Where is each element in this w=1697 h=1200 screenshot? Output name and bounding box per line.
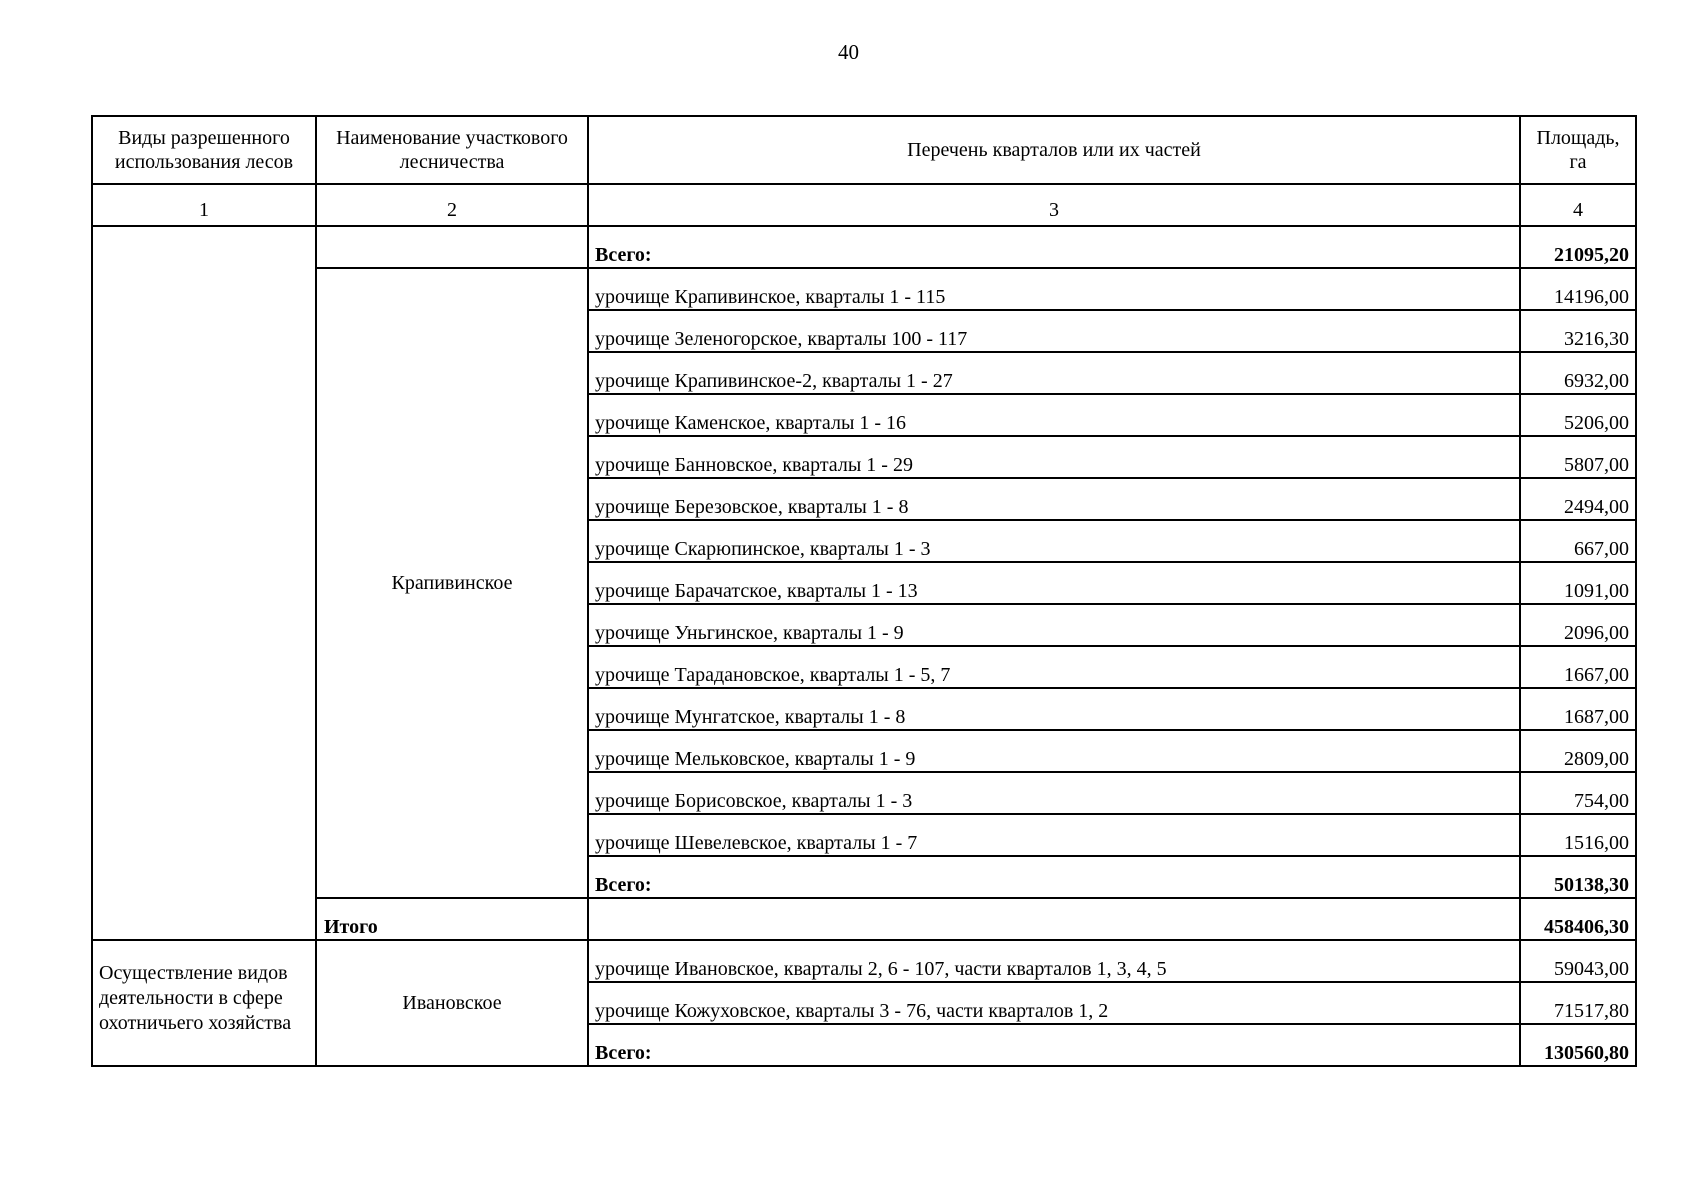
column-number: 1 [92,184,316,226]
column-number: 4 [1520,184,1636,226]
table-row [92,940,1636,982]
quarter-area: 1667,00 [1520,646,1636,688]
quarter-location: урочище Мельковское, кварталы 1 - 9 [588,730,1520,772]
table-row [92,226,1636,268]
quarter-area: 2809,00 [1520,730,1636,772]
total-area: 50138,30 [1520,856,1636,898]
header-use-type: Виды разрешенного использования лесов [92,116,316,184]
total-label: Всего: [588,226,1520,268]
grand-total-row [92,898,1636,940]
quarter-area: 6932,00 [1520,352,1636,394]
quarter-area: 1687,00 [1520,688,1636,730]
total-label: Всего: [588,1024,1520,1066]
quarter-area: 1091,00 [1520,562,1636,604]
grand-total-area: 458406,30 [1520,898,1636,940]
header-area: Площадь, га [1520,116,1636,184]
table-row [92,268,1636,310]
total-label: Всего: [588,856,1520,898]
quarter-area: 59043,00 [1520,940,1636,982]
quarter-location: урочище Ивановское, кварталы 2, 6 - 107, части кварталов 1, 3, 4, 5 [588,940,1520,982]
quarter-location: урочище Каменское, кварталы 1 - 16 [588,394,1520,436]
header-quarters: Перечень кварталов или их частей [588,116,1520,184]
quarter-area: 14196,00 [1520,268,1636,310]
quarter-location: урочище Тараданoвское, кварталы 1 - 5, 7 [588,646,1520,688]
quarter-area: 5807,00 [1520,436,1636,478]
quarter-area: 5206,00 [1520,394,1636,436]
quarter-location: урочище Шевелевское, кварталы 1 - 7 [588,814,1520,856]
grand-total-empty [588,898,1520,940]
column-number: 3 [588,184,1520,226]
column-number-row [92,184,1636,226]
quarter-area: 3216,30 [1520,310,1636,352]
quarter-area: 1516,00 [1520,814,1636,856]
quarter-area: 667,00 [1520,520,1636,562]
quarter-area: 2494,00 [1520,478,1636,520]
page-number: 40 [838,40,859,64]
grand-total-label: Итого [316,898,588,940]
quarter-location: урочище Березовское, кварталы 1 - 8 [588,478,1520,520]
quarter-location: урочище Борисовское, кварталы 1 - 3 [588,772,1520,814]
total-area: 130560,80 [1520,1024,1636,1066]
use-type-hunting: Осуществление видов деятельности в сфере охотничьего хозяйства [92,940,316,1066]
quarter-location: урочище Кожуховское, кварталы 3 - 76, части кварталов 1, 2 [588,982,1520,1024]
quarter-location: урочище Зеленогорское, кварталы 100 - 117 [588,310,1520,352]
quarter-location: урочище Крапивинское, кварталы 1 - 115 [588,268,1520,310]
total-area: 21095,20 [1520,226,1636,268]
quarter-location: урочище Уньгинское, кварталы 1 - 9 [588,604,1520,646]
forestry-name: Крапивинское [316,268,588,898]
quarter-location: урочище Банновское, кварталы 1 - 29 [588,436,1520,478]
quarter-location: урочище Скарюпинское, кварталы 1 - 3 [588,520,1520,562]
header-forestry: Наименование участкового лесничества [316,116,588,184]
quarter-location: урочище Крапивинское-2, кварталы 1 - 27 [588,352,1520,394]
forestry-name: Ивановское [316,940,588,1066]
quarter-location: урочище Барачатское, кварталы 1 - 13 [588,562,1520,604]
quarter-area: 71517,80 [1520,982,1636,1024]
quarter-location: урочище Мунгатское, кварталы 1 - 8 [588,688,1520,730]
quarter-area: 2096,00 [1520,604,1636,646]
header-row [92,116,1636,184]
use-type-cell-empty [92,226,316,940]
forest-use-table [91,115,1637,1067]
forestry-cell-empty [316,226,588,268]
quarter-area: 754,00 [1520,772,1636,814]
column-number: 2 [316,184,588,226]
